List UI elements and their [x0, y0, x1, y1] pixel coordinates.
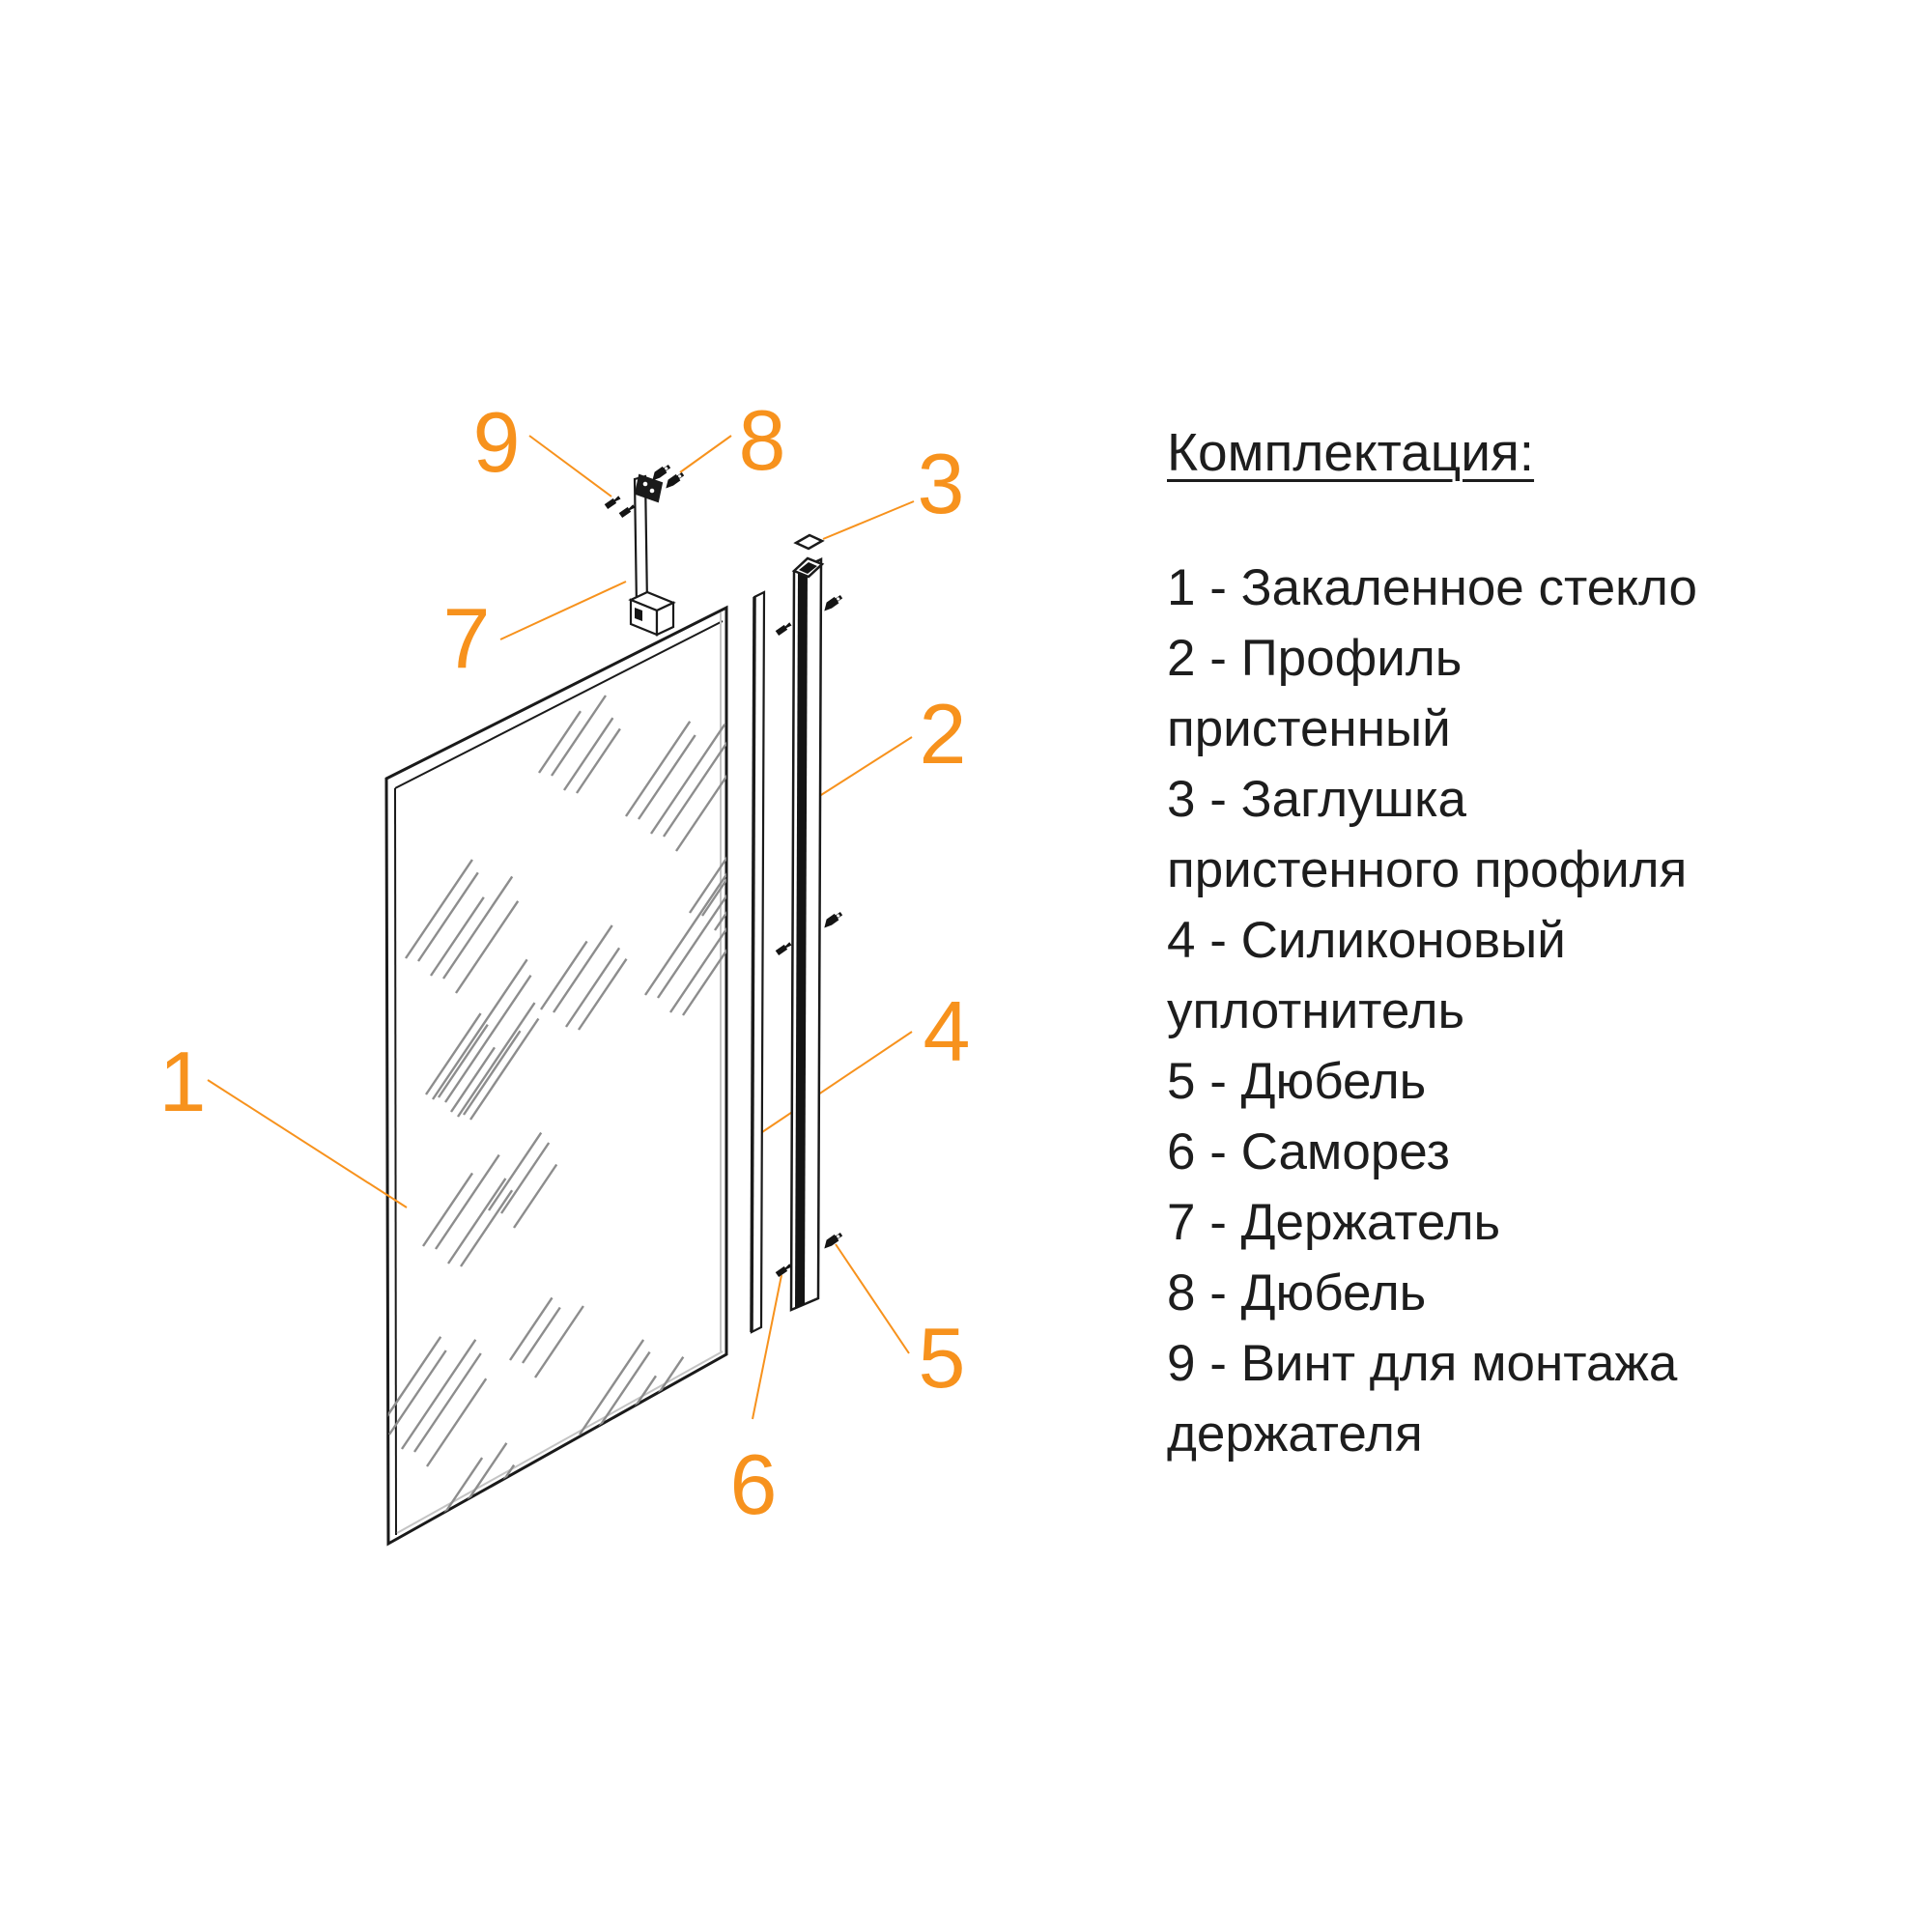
leader-line-part-1	[208, 1080, 407, 1208]
legend-line: 2 - Профиль	[1167, 630, 1463, 687]
glass-holder	[631, 475, 673, 635]
legend-line: 6 - Саморез	[1167, 1123, 1450, 1180]
leader-line-part-8	[680, 436, 731, 472]
wall-dowel	[821, 910, 843, 929]
legend-line: 3 - Заглушка	[1167, 771, 1467, 828]
holder-screw	[605, 495, 621, 509]
self-tapping-screw	[776, 1263, 792, 1277]
legend	[1167, 420, 1824, 1469]
silicone-seal-strip	[752, 592, 764, 1332]
leader-line-part-2	[810, 737, 912, 802]
part-label-7: 7	[442, 590, 491, 686]
part-label-8: 8	[738, 392, 786, 488]
wall-dowel	[821, 593, 843, 612]
flange-hole	[643, 482, 648, 487]
legend-line: 9 - Винт для монтажа	[1167, 1335, 1678, 1392]
part-label-1: 1	[158, 1034, 207, 1129]
legend-line: пристенного профиля	[1167, 841, 1688, 898]
legend-line: 4 - Силиконовый	[1167, 912, 1566, 969]
self-tapping-screw	[776, 941, 792, 955]
legend-line: уплотнитель	[1167, 982, 1465, 1039]
leader-line-part-9	[529, 436, 611, 497]
profile-end-cap	[796, 535, 822, 549]
legend-line: 1 - Закаленное стекло	[1167, 559, 1697, 616]
part-label-3: 3	[917, 436, 965, 531]
flange-hole	[650, 489, 655, 494]
wall-profile	[791, 558, 822, 1310]
legend-line: пристенный	[1167, 700, 1451, 757]
legend-line: 8 - Дюбель	[1167, 1264, 1427, 1321]
legend-line: 7 - Держатель	[1167, 1194, 1501, 1251]
wall-dowel	[821, 1231, 843, 1250]
holder-screw	[619, 503, 636, 518]
legend-line: 5 - Дюбель	[1167, 1053, 1427, 1110]
leader-line-part-5	[836, 1244, 909, 1353]
leader-line-part-4	[762, 1032, 912, 1132]
part-label-9: 9	[472, 394, 521, 490]
part-label-2: 2	[919, 686, 967, 781]
self-tapping-screw	[776, 621, 792, 636]
holder-dowel	[663, 470, 685, 490]
glass-panel	[377, 608, 769, 1544]
legend-title: Комплектация:	[1167, 422, 1535, 482]
part-label-5: 5	[918, 1310, 966, 1406]
part-label-6: 6	[729, 1436, 778, 1532]
legend-line: держателя	[1167, 1406, 1423, 1463]
part-label-4: 4	[923, 983, 971, 1079]
leader-line-part-7	[500, 582, 626, 639]
legend-list	[1167, 553, 1824, 1469]
leader-line-part-3	[823, 501, 914, 539]
